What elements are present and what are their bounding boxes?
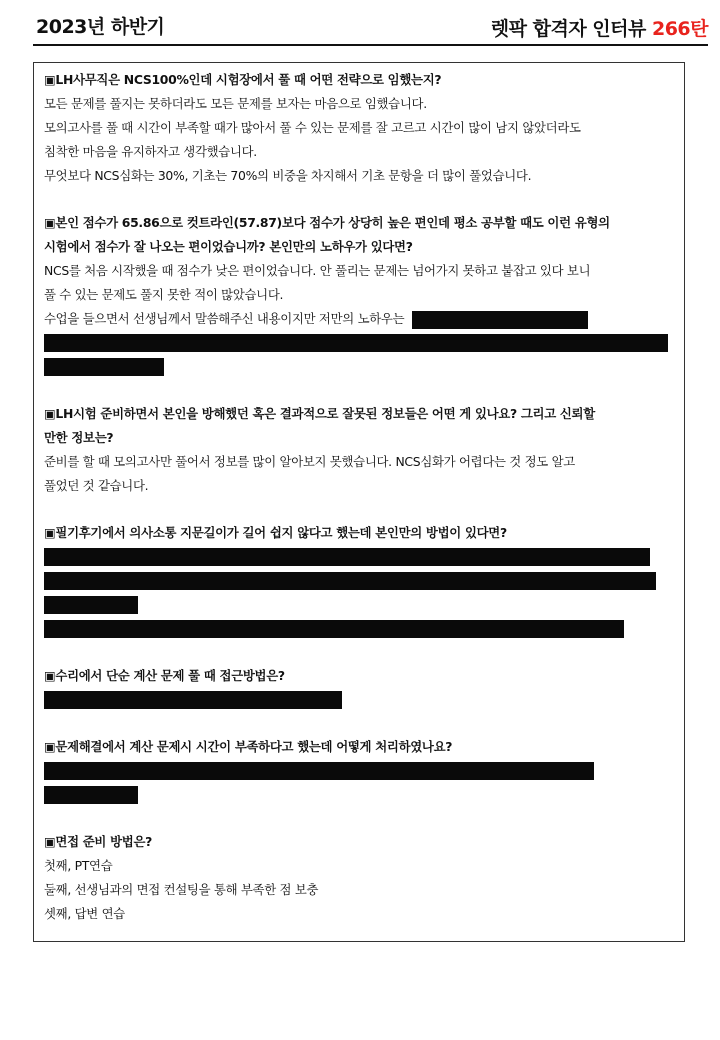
redaction-bar [44, 762, 594, 780]
answer-1-line-3: 침착한 마음을 유지하자고 생각했습니다. [44, 144, 257, 159]
redaction-bar [44, 334, 668, 352]
answer-1-line-1: 모든 문제를 풀지는 못하더라도 모든 문제를 보자는 마음으로 임했습니다. [44, 96, 427, 111]
answer-7-line-3: 셋째, 답변 연습 [44, 906, 125, 921]
redaction-bar [44, 358, 164, 376]
question-7: ▣면접 준비 방법은? [44, 834, 153, 849]
answer-3-line-2: 풀었던 것 같습니다. [44, 478, 149, 493]
answer-1-line-2: 모의고사를 풀 때 시간이 부족할 때가 많아서 풀 수 있는 문제를 잘 고르고 시간이 많이 남지 않았더라도 [44, 120, 581, 135]
interview-series-title [491, 14, 708, 41]
answer-2-line-3 [44, 307, 674, 331]
question-6: ▣문제해결에서 계산 문제시 시간이 부족하다고 했는데 어떻게 처리하였나요? [44, 739, 453, 754]
answer-2-line-2: 풀 수 있는 문제도 풀지 못한 적이 많았습니다. [44, 287, 284, 302]
page-title: 2023년 하반기 [36, 16, 165, 38]
header-divider [33, 44, 708, 46]
answer-7-line-2: 둘째, 선생님과의 면접 컨설팅을 통해 부족한 점 보충 [44, 882, 319, 897]
redacted-line [44, 593, 674, 617]
redaction-bar [44, 691, 342, 709]
redacted-line [44, 355, 674, 379]
redacted-line [44, 545, 674, 569]
redacted-line [44, 569, 674, 593]
redaction-bar [44, 786, 138, 804]
answer-1-line-4: 무엇보다 NCS심화는 30%, 기초는 70%의 비중을 차지해서 기초 문항을 더 많이 풀었습니다. [44, 168, 532, 183]
question-1: ▣LH사무직은 NCS100%인데 시험장에서 풀 때 어떤 전략으로 임했는지? [44, 72, 442, 87]
redaction-bar [44, 596, 138, 614]
answer-2-line-3-text: 수업을 들으면서 선생님께서 말씀해주신 내용이지만 저만의 노하우는 [44, 311, 405, 326]
redacted-line [44, 617, 674, 641]
answer-7-line-1: 첫째, PT연습 [44, 858, 113, 873]
question-4: ▣필기후기에서 의사소통 지문길이가 길어 쉽지 않다고 했는데 본인만의 방법이 있다면? [44, 525, 507, 540]
redaction-bar [44, 620, 624, 638]
series-label: 렛팍 합격자 인터뷰 [490, 18, 652, 40]
question-3-line-1: ▣LH시험 준비하면서 본인을 방해했던 혹은 결과적으로 잘못된 정보들은 어떤 게 있나요? 그리고 신뢰할 [44, 406, 595, 421]
episode-number: 266탄 [651, 18, 708, 40]
question-2-line-2: 시험에서 점수가 잘 나오는 편이었습니까? 본인만의 노하우가 있다면? [44, 239, 413, 254]
question-2-line-1: ▣본인 점수가 65.86으로 컷트라인(57.87)보다 점수가 상당히 높은 편인데 평소 공부할 때도 이런 유형의 [44, 215, 610, 230]
question-3-line-2: 만한 정보는? [44, 430, 114, 445]
redacted-line [44, 759, 674, 783]
redacted-line [44, 783, 674, 807]
question-5: ▣수리에서 단순 계산 문제 풀 때 접근방법은? [44, 668, 285, 683]
redaction-bar [44, 548, 650, 566]
answer-3-line-1: 준비를 할 때 모의고사만 풀어서 정보를 많이 알아보지 못했습니다. NCS심화가 어렵다는 것 정도 알고 [44, 454, 575, 469]
redaction-bar [412, 311, 588, 329]
answer-2-line-1: NCS를 처음 시작했을 때 점수가 낮은 편이었습니다. 안 풀리는 문제는 넘어가지 못하고 붙잡고 있다 보니 [44, 263, 591, 278]
redacted-line [44, 688, 674, 712]
redaction-bar [44, 572, 656, 590]
redacted-line [44, 331, 674, 355]
interview-content [44, 68, 674, 926]
